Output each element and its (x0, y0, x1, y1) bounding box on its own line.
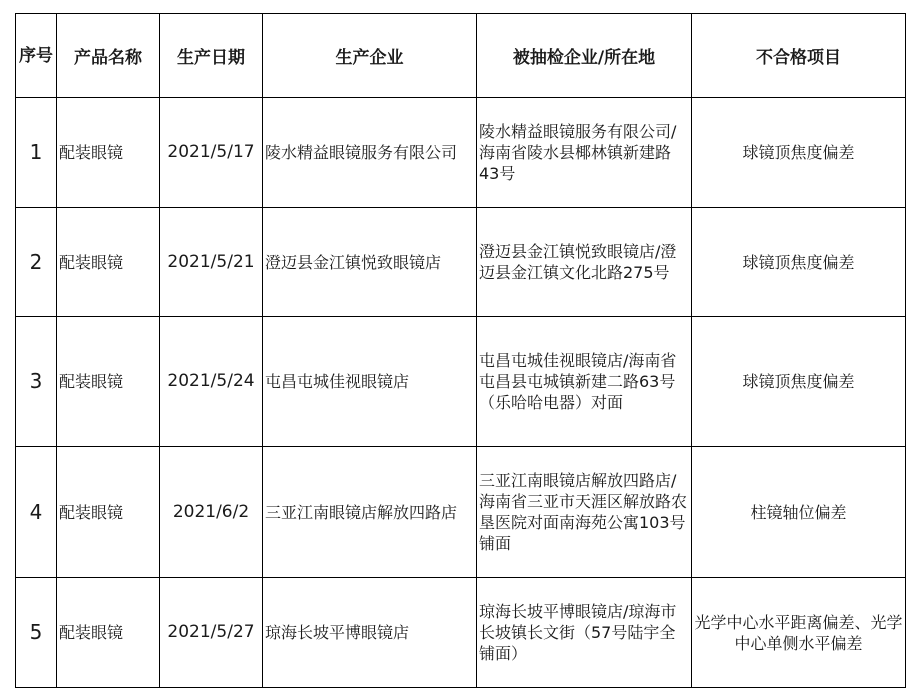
cell-seq: 2 (16, 208, 57, 317)
cell-date: 2021/6/2 (160, 447, 263, 578)
cell-manufacturer: 三亚江南眼镜店解放四路店 (263, 447, 477, 578)
cell-manufacturer: 琼海长坡平博眼镜店 (263, 578, 477, 688)
table-row (16, 317, 906, 447)
table-row (16, 98, 906, 208)
cell-date: 2021/5/24 (160, 317, 263, 447)
cell-inspected: 澄迈县金江镇悦致眼镜店/澄迈县金江镇文化北路275号 (477, 208, 692, 317)
cell-failed-items: 球镜顶焦度偏差 (692, 98, 906, 208)
cell-date: 2021/5/17 (160, 98, 263, 208)
cell-product: 配装眼镜 (57, 98, 160, 208)
cell-date: 2021/5/27 (160, 578, 263, 688)
cell-date: 2021/5/21 (160, 208, 263, 317)
cell-product: 配装眼镜 (57, 317, 160, 447)
cell-failed-items: 球镜顶焦度偏差 (692, 317, 906, 447)
table-row (16, 447, 906, 578)
header-date: 生产日期 (160, 14, 263, 98)
cell-product: 配装眼镜 (57, 208, 160, 317)
cell-inspected: 琼海长坡平博眼镜店/琼海市长坡镇长文街（57号陆宇全铺面） (477, 578, 692, 688)
header-inspected: 被抽检企业/所在地 (477, 14, 692, 98)
cell-product: 配装眼镜 (57, 578, 160, 688)
cell-manufacturer: 澄迈县金江镇悦致眼镜店 (263, 208, 477, 317)
noncompliant-products-table (15, 13, 906, 688)
table-row (16, 578, 906, 688)
header-manufacturer: 生产企业 (263, 14, 477, 98)
cell-product: 配装眼镜 (57, 447, 160, 578)
cell-inspected: 三亚江南眼镜店解放四路店/海南省三亚市天涯区解放路农垦医院对面南海苑公寓103号铺面 (477, 447, 692, 578)
cell-seq: 5 (16, 578, 57, 688)
header-failed-items: 不合格项目 (692, 14, 906, 98)
table-header-row (16, 14, 906, 98)
header-seq: 序号 (16, 14, 57, 98)
header-product: 产品名称 (57, 14, 160, 98)
cell-seq: 4 (16, 447, 57, 578)
table-row (16, 208, 906, 317)
cell-manufacturer: 屯昌屯城佳视眼镜店 (263, 317, 477, 447)
cell-failed-items: 球镜顶焦度偏差 (692, 208, 906, 317)
cell-inspected: 陵水精益眼镜服务有限公司/海南省陵水县椰林镇新建路43号 (477, 98, 692, 208)
cell-inspected: 屯昌屯城佳视眼镜店/海南省屯昌县屯城镇新建二路63号（乐哈哈电器）对面 (477, 317, 692, 447)
cell-seq: 1 (16, 98, 57, 208)
cell-failed-items: 光学中心水平距离偏差、光学中心单侧水平偏差 (692, 578, 906, 688)
cell-failed-items: 柱镜轴位偏差 (692, 447, 906, 578)
cell-manufacturer: 陵水精益眼镜服务有限公司 (263, 98, 477, 208)
cell-seq: 3 (16, 317, 57, 447)
